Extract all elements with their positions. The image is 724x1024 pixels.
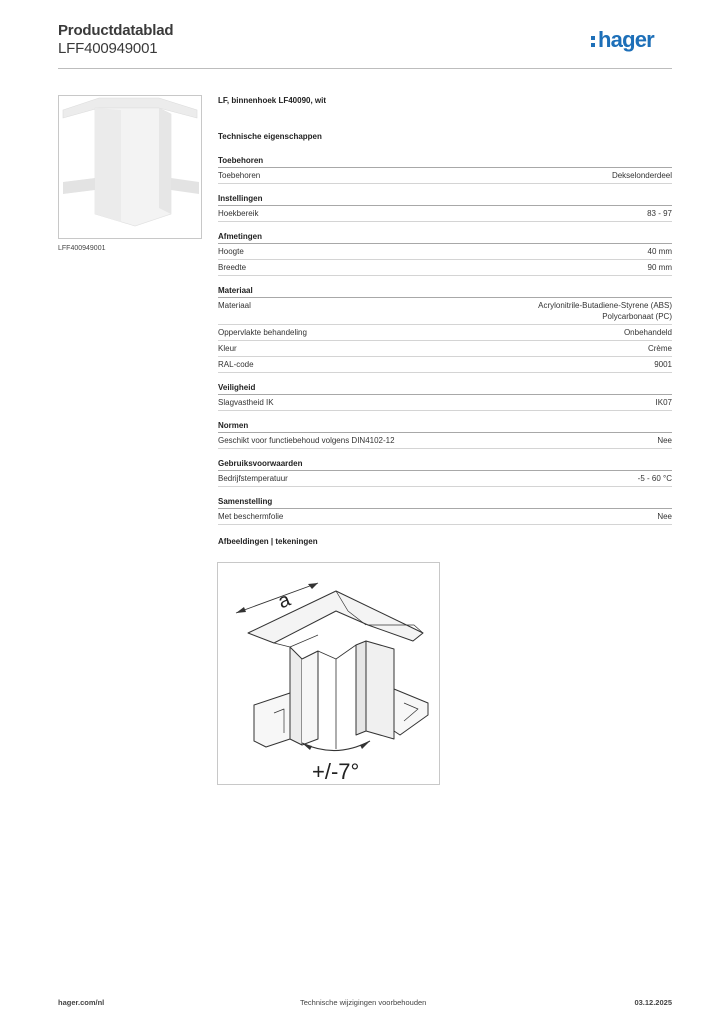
spec-group-afmetingen	[218, 232, 672, 276]
spec-row	[218, 357, 672, 373]
svg-text:+/-7°: +/-7°	[312, 759, 360, 784]
spec-label: Kleur	[218, 344, 237, 353]
footer-date: 03.12.2025	[634, 998, 672, 1007]
spec-group-title: Samenstelling	[218, 497, 672, 509]
spec-label: Breedte	[218, 263, 247, 272]
spec-label: Slagvastheid IK	[218, 398, 274, 407]
spec-group-title: Instellingen	[218, 194, 672, 206]
spec-row	[218, 168, 672, 184]
spec-group-title: Veiligheid	[218, 383, 672, 395]
spec-row	[218, 341, 672, 357]
spec-group-title: Materiaal	[218, 286, 672, 298]
spec-group-title: Toebehoren	[218, 156, 672, 168]
spec-label: Geschikt voor functiebehoud volgens DIN4102-12	[218, 436, 395, 445]
svg-text:hager: hager	[598, 28, 654, 52]
spec-value: 40 mm	[647, 247, 672, 256]
spec-value: Nee	[657, 436, 672, 445]
spec-label: Bedrijfstemperatuur	[218, 474, 288, 483]
document-code: LFF400949001	[58, 40, 158, 57]
spec-value: Dekselonderdeel	[611, 171, 672, 180]
footer-disclaimer: Technische wijzigingen voorbehouden	[300, 998, 427, 1007]
spec-row	[218, 206, 672, 222]
hager-logo	[590, 28, 672, 52]
spec-row	[218, 244, 672, 260]
spec-row	[218, 325, 672, 341]
spec-label: Oppervlakte behandeling	[218, 328, 307, 337]
spec-group-materiaal	[218, 286, 672, 373]
section-title: Technische eigenschappen	[218, 132, 322, 141]
product-name: LF, binnenhoek LF40090, wit	[218, 96, 327, 105]
spec-group-gebruiksvoorwaarden	[218, 459, 672, 487]
technical-drawing	[217, 562, 440, 785]
drawings-title: Afbeeldingen | tekeningen	[218, 537, 318, 546]
spec-group-normen	[218, 421, 672, 449]
spec-label: Materiaal	[218, 301, 251, 310]
spec-value: IK07	[655, 398, 672, 407]
spec-row	[218, 509, 672, 525]
spec-value: Acrylonitrile-Butadiene-Styrene (ABS) Polycarbonaat (PC)	[538, 301, 672, 321]
spec-value: -5 - 60 °C	[637, 474, 672, 483]
spec-group-toebehoren	[218, 156, 672, 184]
spec-value: 83 - 97	[647, 209, 672, 218]
spec-group-title: Normen	[218, 421, 672, 433]
spec-value: Onbehandeld	[623, 328, 672, 337]
spec-label: Met beschermfolie	[218, 512, 284, 521]
spec-label: Hoekbereik	[218, 209, 259, 218]
thumbnail-caption: LFF400949001	[58, 245, 106, 252]
svg-text:a: a	[275, 588, 294, 614]
spec-value: 90 mm	[647, 263, 672, 272]
spec-row	[218, 471, 672, 487]
spec-row	[218, 433, 672, 449]
header-divider	[58, 68, 672, 69]
spec-group-veiligheid	[218, 383, 672, 411]
spec-value: Nee	[657, 512, 672, 521]
spec-label: Hoogte	[218, 247, 244, 256]
spec-row	[218, 395, 672, 411]
specifications-panel	[218, 96, 672, 546]
spec-group-title: Afmetingen	[218, 232, 672, 244]
spec-value: 9001	[654, 360, 672, 369]
spec-label: Toebehoren	[218, 171, 261, 180]
spec-row	[218, 260, 672, 276]
spec-label: RAL-code	[218, 360, 254, 369]
document-title: Productdatablad	[58, 22, 174, 39]
spec-value: Crème	[647, 344, 672, 353]
product-thumbnail	[58, 95, 202, 239]
spec-row	[218, 298, 672, 325]
spec-group-title: Gebruiksvoorwaarden	[218, 459, 672, 471]
footer-website: hager.com/nl	[58, 998, 105, 1007]
spec-group-samenstelling	[218, 497, 672, 525]
page-header	[58, 22, 672, 70]
spec-group-instellingen	[218, 194, 672, 222]
